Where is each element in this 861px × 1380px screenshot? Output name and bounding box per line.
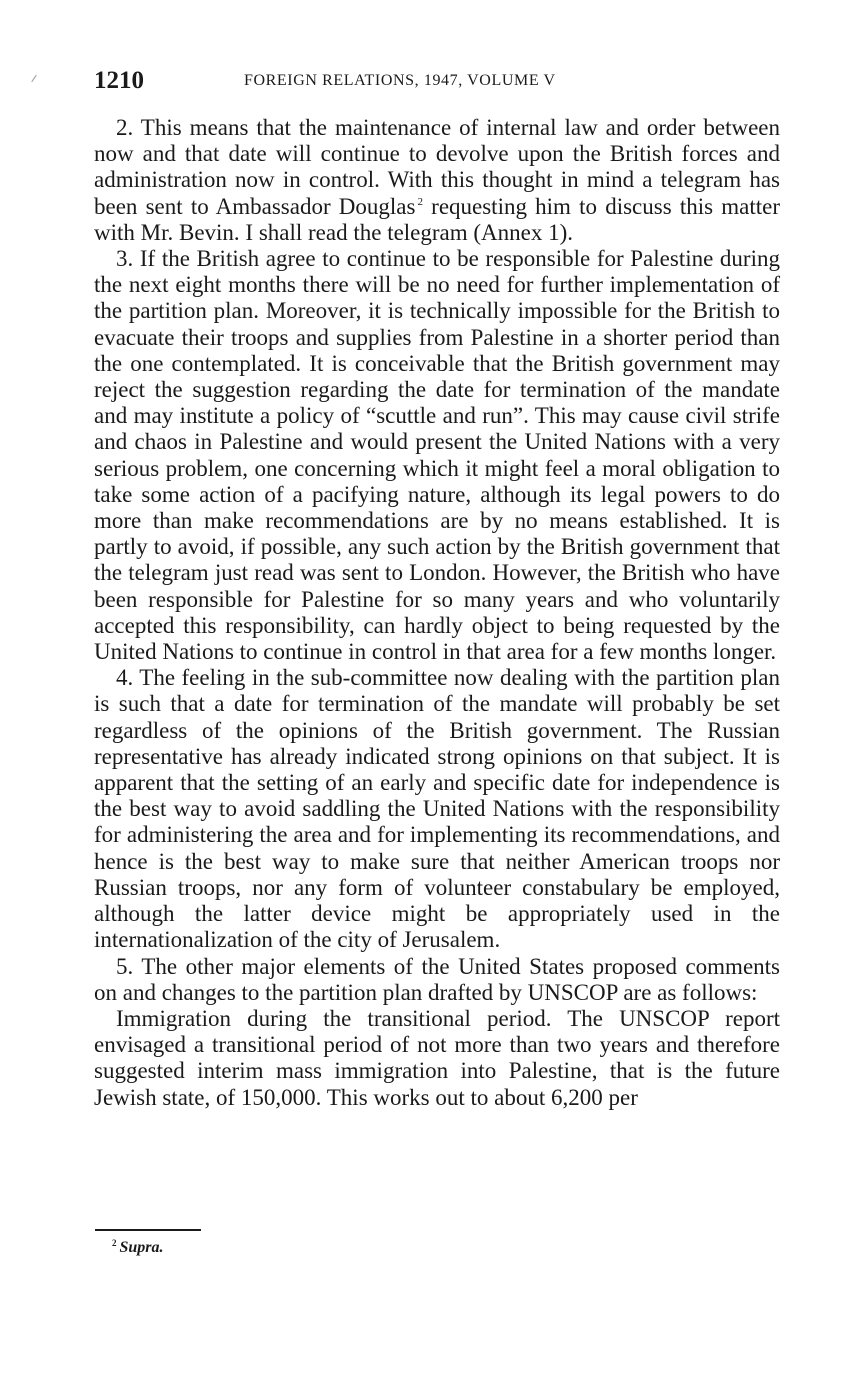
page-number: 1210 (94, 67, 144, 94)
margin-mark (31, 75, 36, 82)
running-title: FOREIGN RELATIONS, 1947, VOLUME V (244, 72, 556, 89)
paragraph-2 (94, 115, 780, 246)
footnote-marker: 2 (112, 1238, 117, 1248)
page-header (94, 66, 780, 96)
paragraph-2-text-b: requesting him to discuss this matter with Mr. Bevin. I shall read the telegram (Annex 1). (94, 193, 780, 245)
body-text (94, 115, 780, 1111)
footnote (112, 1237, 164, 1259)
paragraph-3: 3. If the British agree to continue to be responsible for Palestine during the next eight months there will be no need for further implementation of the partition plan. Moreover, it is technically impossible for the British to evacuate their troops and supplies from Palestine in a shorter period than the one contemplated. It is conceivable that the British government may reject the suggestion regarding the date for termination of the mandate and may institute a policy of “scuttle and run”. This may cause civil strife and chaos in Palestine and would present the United Nations with a very serious problem, one concerning which it might feel a moral obligation to take some action of a pacifying nature, although its legal powers to do more than make recommendations are by no means established. It is partly to avoid, if possible, any such action by the British government that the telegram just read was sent to London. However, the British who have been responsible for Palestine for so many years and who voluntarily accepted this responsibility, can hardly object to being requested by the United Nations to continue in control in that area for a few months longer. (94, 246, 780, 665)
footnote-text: Supra. (119, 1239, 164, 1256)
paragraph-2-text-a: 2. This means that the maintenance of internal law and order between now and that date will continue to devolve upon the British forces and administration now in control. With this thought in mind a telegram has been sent to Ambassador Douglas (94, 115, 780, 219)
paragraph-immigration: Immigration during the transitional period. The UNSCOP report envisaged a transitional period of not more than two years and therefore suggested interim mass immigration into Palestine, that is the future Jewish state, of 150,000. This works out to about 6,200 per (94, 1005, 780, 1110)
footnote-reference: 2 (417, 195, 423, 208)
footnote-divider (95, 1229, 201, 1231)
paragraph-4: 4. The feeling in the sub-committee now dealing with the partition plan is such that a date for termination of the mandate will probably be set regardless of the opinions of the British government. The Russian representative has already indicated strong opinions on that subject. It is apparent that the setting of an early and specific date for independence is the best way to avoid saddling the United Nations with the responsibility for administering the area and for implementing its recommendations, and hence is the best way to make sure that neither American troops nor Russian troops, nor any form of volunteer constabulary be employed, although the latter device might be appropriately used in the internationalization of the city of Jerusalem. (94, 665, 780, 953)
paragraph-5: 5. The other major elements of the United States proposed comments on and changes to the partition plan drafted by UNSCOP are as follows: (94, 953, 780, 1005)
